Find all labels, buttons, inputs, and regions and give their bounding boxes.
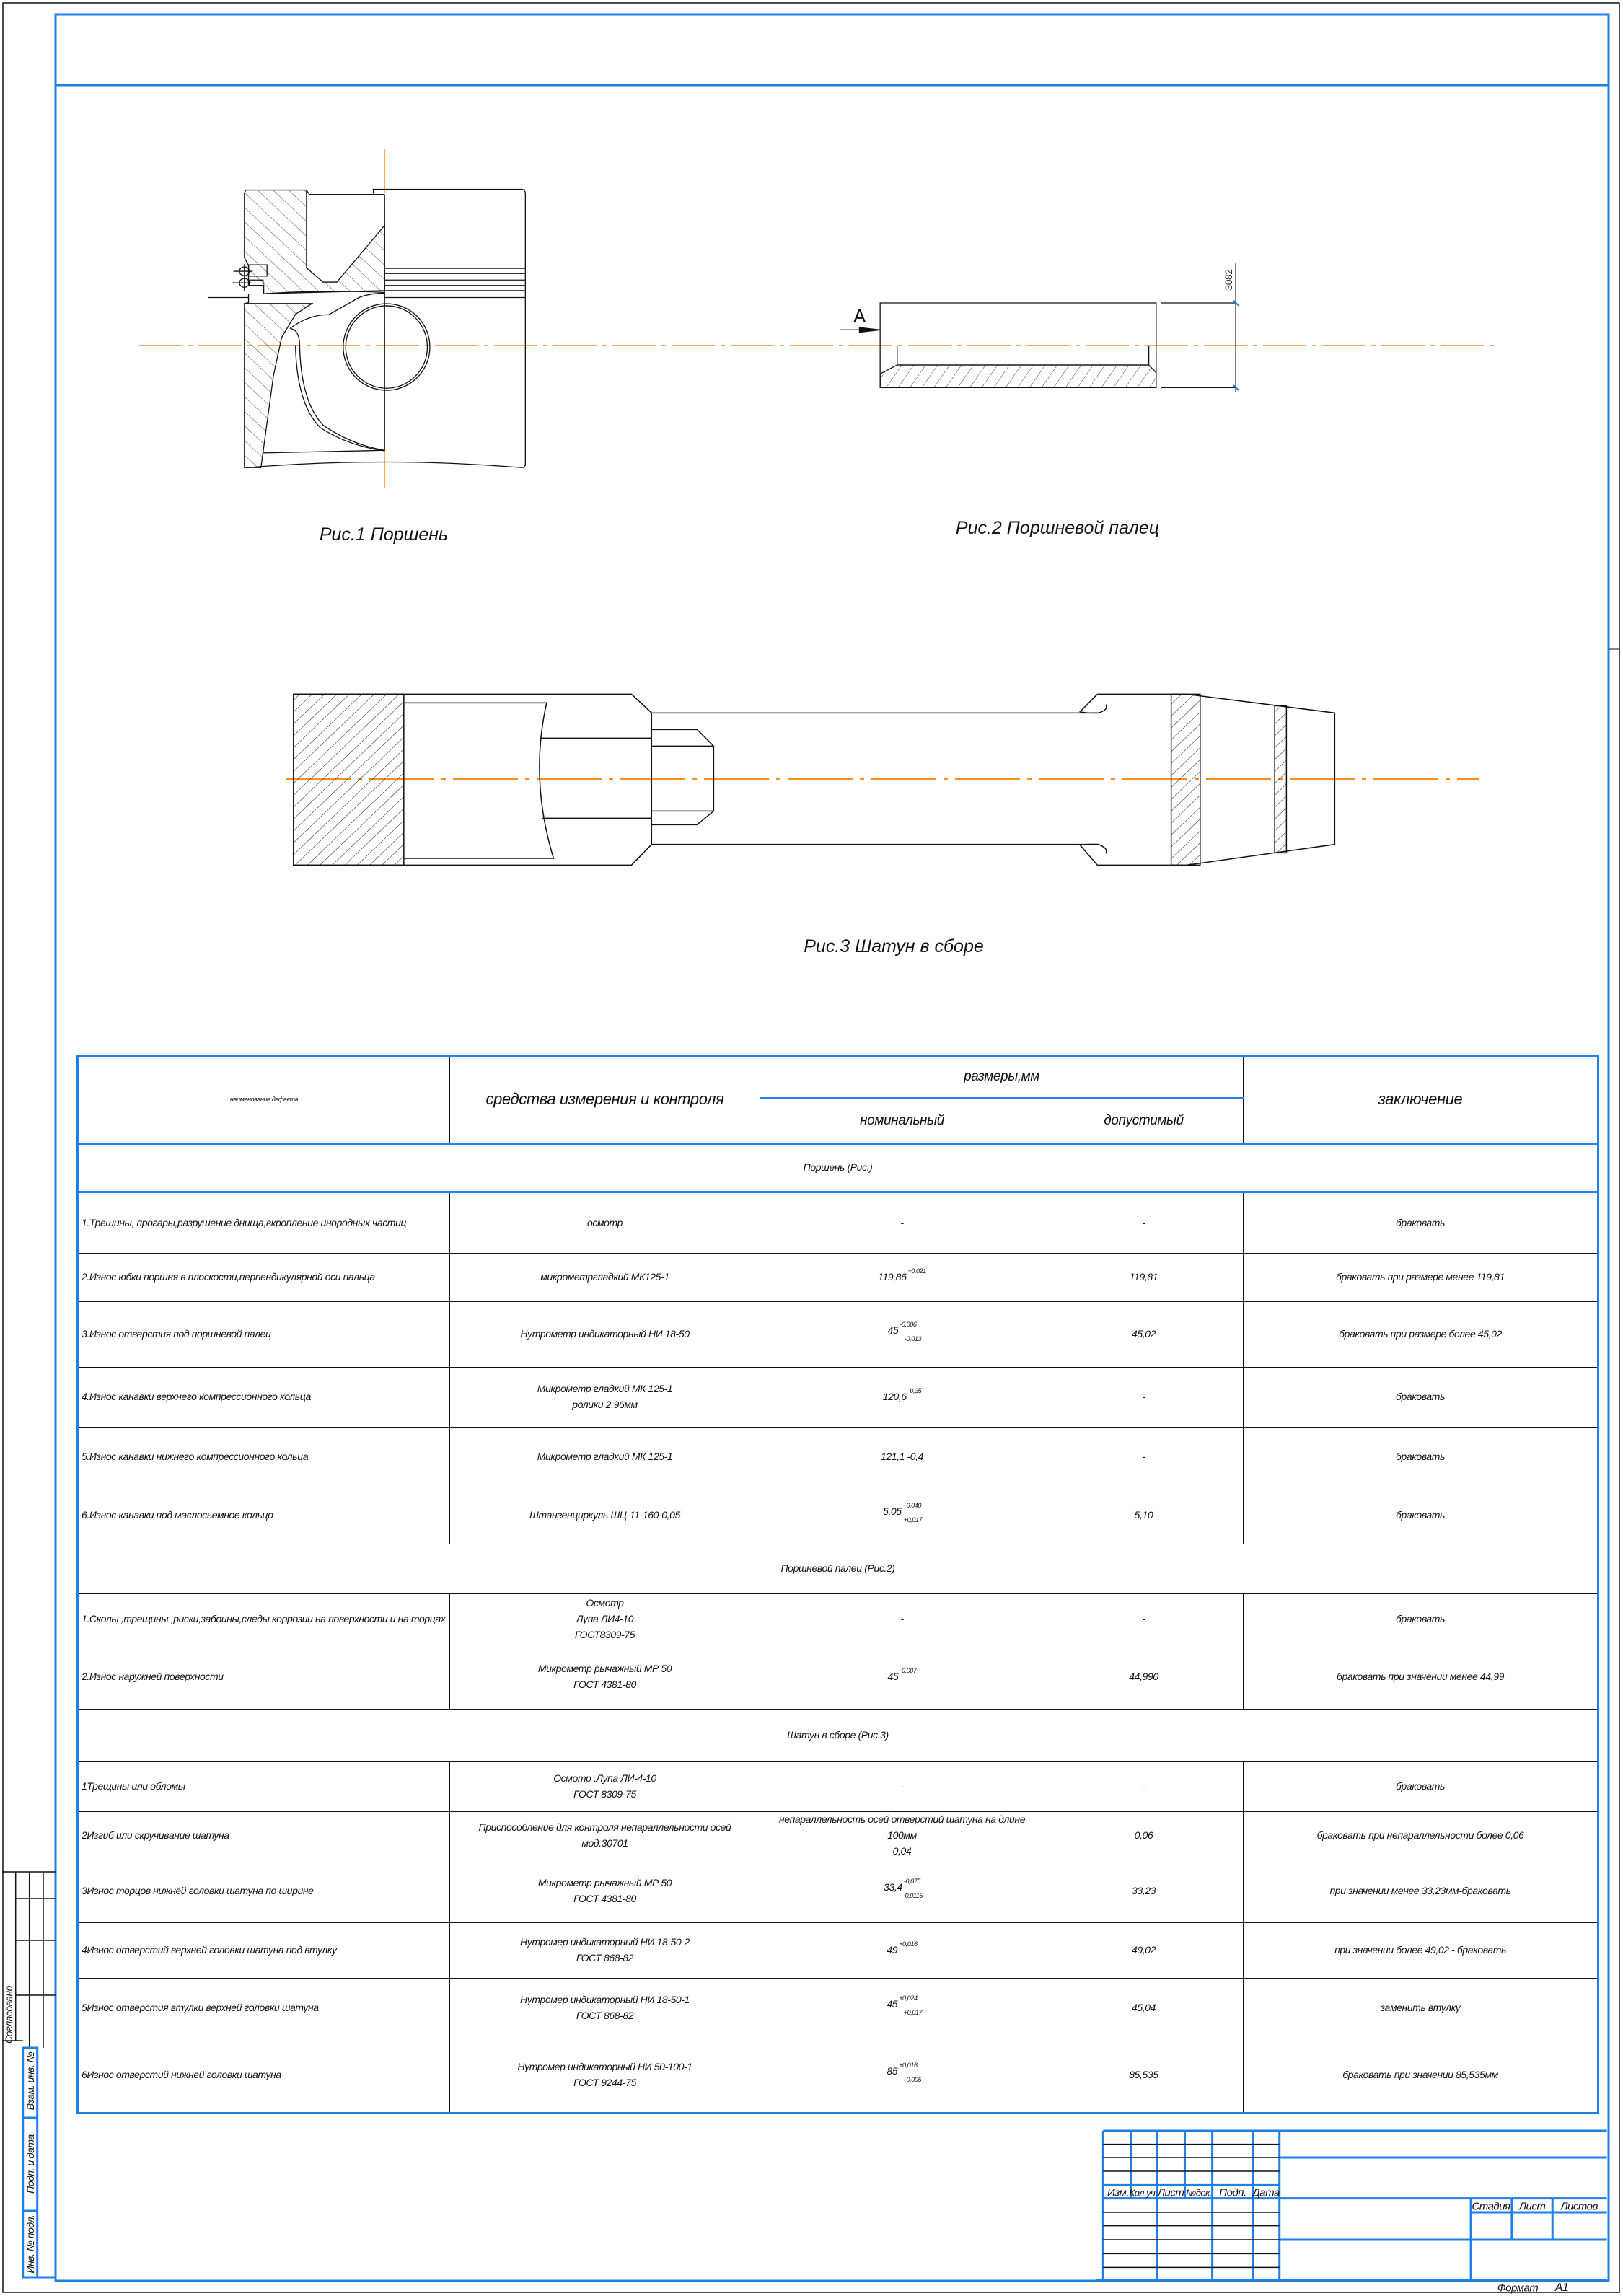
allowed-cell: 49,02 <box>1044 1923 1244 1979</box>
tools-cell <box>450 1368 760 1428</box>
conclusion-cell: браковать <box>1244 1487 1598 1544</box>
nominal-base: - <box>900 1780 904 1793</box>
allowed-cell: 33,23 <box>1044 1860 1244 1923</box>
conclusion-cell: браковать <box>1244 1594 1598 1645</box>
allowed-cell: - <box>1044 1594 1244 1645</box>
tools-line: ГОСТ 868-82 <box>576 2010 634 2021</box>
nominal-line: 0,04 <box>892 1844 912 1857</box>
table-row <box>78 1302 1598 1368</box>
nominal-base: 45 <box>887 1324 899 1337</box>
tools-line: ГОСТ 868-82 <box>576 1952 634 1963</box>
nominal-base: 121,1 -0,4 <box>880 1451 924 1463</box>
conclusion-cell: браковать при размере более 45,02 <box>1244 1302 1598 1368</box>
fig3-caption: Рис.3 Шатун в сборе <box>804 936 984 956</box>
table-row <box>78 1645 1598 1710</box>
nominal-base: 33,4 <box>884 1881 902 1893</box>
nominal-line: непараллельность осей отверстий шатуна на длине 100мм <box>778 1813 1026 1842</box>
allowed-cell: 45,04 <box>1044 1979 1244 2038</box>
defect-cell: 1.Трещины, прогары,разрушение днища,вкропление инородных частиц <box>78 1192 450 1254</box>
table-row <box>78 1368 1598 1428</box>
upper-deviation: -0,007 <box>900 1667 917 1675</box>
allowed-cell: - <box>1044 1368 1244 1428</box>
defect-cell: 2.Износ наружней поверхности <box>78 1645 450 1710</box>
nominal-value <box>900 1215 903 1231</box>
allowed-cell: - <box>1044 1762 1244 1812</box>
nominal-cell <box>760 1368 1044 1428</box>
conclusion-cell: браковать при размере менее 119,81 <box>1244 1254 1598 1302</box>
header-conclusion: заключение <box>1244 1056 1598 1144</box>
section-title: Шатун в сборе (Рис.3) <box>78 1710 1598 1762</box>
table-row <box>78 1860 1598 1923</box>
upper-deviation: +0,021 <box>907 1267 926 1275</box>
nominal-base: 5,05 <box>882 1505 902 1518</box>
tools-line: Микрометр рычажный МР 50 <box>537 1877 672 1889</box>
nominal-base: - <box>900 1216 904 1228</box>
tb-listov: Листов <box>1560 2200 1598 2213</box>
lower-deviation: -0,013 <box>904 1335 922 1342</box>
nominal-value <box>883 1323 921 1345</box>
nominal-value <box>883 1389 922 1405</box>
tools-cell <box>450 1979 760 2038</box>
table-row <box>78 1254 1598 1302</box>
allowed-cell: 85,535 <box>1044 2038 1244 2114</box>
upper-deviation: +0,024 <box>899 1994 918 2002</box>
tools-cell <box>450 1812 760 1860</box>
nominal-value <box>882 1504 922 1526</box>
nominal-cell <box>760 1302 1044 1368</box>
header-defect: наименование дефекта <box>78 1056 450 1144</box>
allowed-cell: 0,06 <box>1044 1812 1244 1860</box>
nominal-base: 49 <box>887 1944 898 1956</box>
fig2-dimension: 3082 <box>1223 269 1234 291</box>
piston-pin-drawing <box>830 245 1551 548</box>
defect-cell: 3.Износ отверстия под поршневой палец <box>78 1302 450 1368</box>
defect-cell: 5Износ отверстия втулки верхней головки шатуна <box>78 1979 450 2038</box>
soglasovano-label: Согласовано <box>3 1986 14 2044</box>
format-value: А1 <box>1554 2282 1569 2294</box>
tools-line: Микрометр рычажный МР 50 <box>537 1663 672 1675</box>
nominal-value <box>900 1611 903 1627</box>
tb-data: Дата <box>1252 2186 1280 2199</box>
defect-cell: 4.Износ канавки верхнего компрессионного кольца <box>78 1368 450 1428</box>
upper-deviation: -0,35 <box>907 1387 922 1395</box>
tools-line: ГОСТ 9244-75 <box>573 2077 636 2088</box>
tools-cell <box>450 2038 760 2114</box>
tb-list2: Лист <box>1518 2200 1546 2213</box>
nominal-value <box>878 1267 926 1285</box>
tools-line: Нутромер индикаторный НИ 18-50-1 <box>520 1994 690 2006</box>
nominal-base: 45 <box>887 1671 899 1683</box>
lower-deviation: +0,017 <box>903 2009 923 2016</box>
tools-line: Штангенциркуль ШЦ-11-160-0,05 <box>529 1509 680 1521</box>
conclusion-cell: браковать при значении 85,535мм <box>1244 2038 1598 2114</box>
table-row <box>78 1428 1598 1487</box>
conclusion-cell: браковать <box>1244 1428 1598 1487</box>
nominal-value <box>882 1994 923 2018</box>
allowed-cell: 119,81 <box>1044 1254 1244 1302</box>
allowed-cell: 45,02 <box>1044 1302 1244 1368</box>
table-row <box>78 1979 1598 2038</box>
fig2-view-label: А <box>853 305 866 327</box>
tb-n-dok: №док. <box>1186 2187 1212 2199</box>
section-title: Поршневой палец (Рис.2) <box>78 1544 1598 1594</box>
nominal-base: 85 <box>887 2065 898 2077</box>
tools-line: Осмотр <box>586 1597 624 1609</box>
defect-cell: 3Износ торцов нижней головки шатуна по ширине <box>78 1860 450 1923</box>
defect-cell: 6.Износ канавки под маслосьемное кольцо <box>78 1487 450 1544</box>
defect-cell: 4Износ отверстий верхней головки шатуна под втулку <box>78 1923 450 1979</box>
defect-cell: 6Износ отверстий нижней головки шатуна <box>78 2038 450 2114</box>
tools-line: Нутрометр индикаторный НИ 18-50 <box>520 1328 690 1340</box>
section-title: Поршень (Рис.) <box>78 1144 1598 1192</box>
nominal-value <box>900 1779 903 1795</box>
tools-cell <box>450 1594 760 1645</box>
defect-table <box>76 1055 1599 2114</box>
lower-deviation: -0,0115 <box>902 1892 923 1899</box>
conclusion-cell: заменить втулку <box>1244 1979 1598 2038</box>
left-strip <box>0 1861 79 2296</box>
fig1-caption: Рис.1 Поршень <box>319 524 449 545</box>
header-sizes: размеры,мм <box>760 1056 1244 1099</box>
nominal-base: 120,6 <box>882 1391 907 1403</box>
tools-line: Микрометр гладкий МК 125-1 <box>537 1383 673 1395</box>
defect-cell: 1Трещины или обломы <box>78 1762 450 1812</box>
tools-line: мод.30701 <box>581 1837 628 1849</box>
tools-cell <box>450 1762 760 1812</box>
header-allowed: допустимый <box>1044 1099 1244 1144</box>
allowed-cell: 44,990 <box>1044 1645 1244 1710</box>
tools-line: ГОСТ 4381-80 <box>573 1893 636 1904</box>
nominal-cell <box>760 1645 1044 1710</box>
tools-line: ГОСТ 8309-75 <box>573 1788 636 1800</box>
allowed-cell: 5,10 <box>1044 1487 1244 1544</box>
table-row <box>78 1192 1598 1254</box>
tb-list: Лист <box>1157 2186 1184 2199</box>
upper-deviation: -0,075 <box>903 1878 920 1886</box>
format-label: Формат <box>1497 2282 1539 2295</box>
tools-cell <box>450 1302 760 1368</box>
section-row <box>78 1144 1598 1192</box>
upper-deviation: -0,006 <box>900 1321 917 1329</box>
nominal-value <box>888 1669 917 1685</box>
tb-stadiya: Стадия <box>1472 2200 1510 2213</box>
defect-cell: 1.Сколы ,трещины ,риски,забоины,следы коррозии на поверхности и на торцах <box>78 1594 450 1645</box>
nominal-cell <box>760 2038 1044 2114</box>
vzam-inv-label: Взам. инв. № <box>25 2051 36 2111</box>
defect-cell: 2.Износ юбки поршня в плоскости,перпендикулярной оси пальца <box>78 1254 450 1302</box>
section-row <box>78 1710 1598 1762</box>
tools-cell <box>450 1923 760 1979</box>
nominal-cell <box>760 1594 1044 1645</box>
tools-cell <box>450 1860 760 1923</box>
table-row <box>78 1487 1598 1544</box>
tools-line: Микрометр гладкий МК 125-1 <box>537 1451 673 1463</box>
tools-cell <box>450 1645 760 1710</box>
tools-line: Нутромер индикаторный НИ 18-50-2 <box>520 1936 690 1948</box>
tools-cell <box>450 1192 760 1254</box>
allowed-cell: - <box>1044 1192 1244 1254</box>
nominal-cell <box>760 1192 1044 1254</box>
nominal-cell <box>760 1860 1044 1923</box>
nominal-base: 45 <box>887 1998 898 2010</box>
tools-line: микрометргладкий МК125-1 <box>540 1271 669 1283</box>
nominal-cell <box>760 1812 1044 1860</box>
nominal-base: 119,86 <box>878 1271 907 1283</box>
table-row <box>78 1812 1598 1860</box>
fig2-caption: Рис.2 Поршневой палец <box>955 518 1160 538</box>
tb-kol-uch: Кол.уч. <box>1129 2187 1158 2199</box>
section-row <box>78 1544 1598 1594</box>
conclusion-cell: при значении менее 33,23мм-браковать <box>1244 1860 1598 1923</box>
header-tools: средства измерения и контроля <box>450 1056 760 1144</box>
inv-podl-label: Инв. № подл. <box>25 2214 36 2274</box>
tb-izm: Изм. <box>1107 2186 1129 2199</box>
tools-line: ролики 2,96мм <box>572 1399 638 1410</box>
tools-line: осмотр <box>586 1216 623 1228</box>
nominal-base: - <box>900 1613 904 1625</box>
podp-data-label: Подп. и дата <box>25 2134 36 2194</box>
nominal-value <box>887 1940 918 1958</box>
tools-cell <box>450 1487 760 1544</box>
tools-line: Осмотр ,Лупа ЛИ-4-10 <box>553 1772 656 1785</box>
table-row <box>78 1923 1598 1979</box>
nominal-value <box>881 1449 923 1465</box>
piston-drawing <box>130 144 563 548</box>
conclusion-cell: браковать <box>1244 1192 1598 1254</box>
conclusion-cell: при значении более 49,02 - браковать <box>1244 1923 1598 1979</box>
conclusion-cell: браковать <box>1244 1762 1598 1812</box>
conclusion-cell: браковать <box>1244 1368 1598 1428</box>
tools-cell <box>450 1428 760 1487</box>
defect-cell: 2Изгиб или скручивание шатуна <box>78 1812 450 1860</box>
tools-line: Приспособление для контроля непараллельности осей <box>478 1821 731 1834</box>
tools-line: ГОСТ8309-75 <box>574 1628 635 1640</box>
nominal-cell <box>760 1487 1044 1544</box>
upper-deviation: +0,016 <box>899 1940 918 1948</box>
tools-cell <box>450 1254 760 1302</box>
nominal-cell <box>760 1923 1044 1979</box>
tb-podp: Подп. <box>1219 2186 1246 2199</box>
nominal-cell <box>760 1428 1044 1487</box>
nominal-cell <box>760 1979 1044 2038</box>
lower-deviation: +0,017 <box>903 1516 923 1523</box>
tools-line: ГОСТ 4381-80 <box>573 1679 636 1690</box>
allowed-cell: - <box>1044 1428 1244 1487</box>
tools-line: Лупа ЛИ4-10 <box>576 1613 634 1625</box>
tools-line: Нутромер индикаторный НИ 50-100-1 <box>517 2061 692 2073</box>
nominal-value <box>881 1880 923 1901</box>
conclusion-cell: браковать при непараллельности более 0,06 <box>1244 1812 1598 1860</box>
connecting-rod-drawing <box>274 671 1356 952</box>
upper-deviation: +0,016 <box>899 2062 918 2070</box>
header-nominal: номинальный <box>760 1099 1044 1144</box>
nominal-cell <box>760 1254 1044 1302</box>
conclusion-cell: браковать при значении менее 44,99 <box>1244 1645 1598 1710</box>
nominal-cell <box>760 1762 1044 1812</box>
table-row <box>78 1594 1598 1645</box>
table-row <box>78 1762 1598 1812</box>
lower-deviation: -0,005 <box>904 2076 922 2083</box>
nominal-value <box>883 2064 921 2085</box>
upper-deviation: +0,040 <box>902 1502 922 1510</box>
table-row <box>78 2038 1598 2114</box>
defect-cell: 5.Износ канавки нижнего компрессионного кольца <box>78 1428 450 1487</box>
